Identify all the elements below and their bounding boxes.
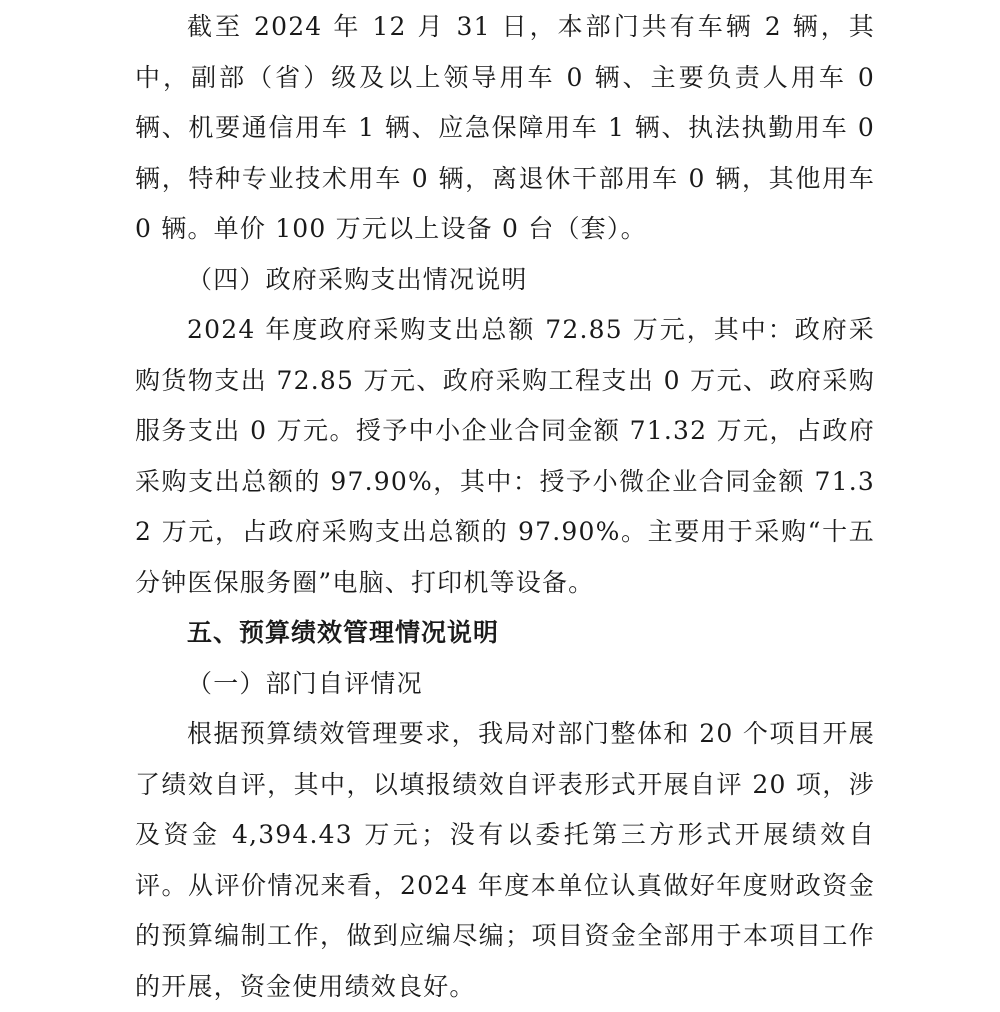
self-evaluation-heading: （一）部门自评情况 <box>187 668 423 698</box>
document-page <box>135 2 875 1012</box>
self-evaluation-paragraph: 根据预算绩效管理要求，我局对部门整体和 20 个项目开展了绩效自评，其中，以填报绩效自评表形式开展自评 20 项，涉及资金 4,394.43 万元；没有以委托第三方形式开展绩效自评。从评价情况来看，2024 年度本单位认真做好年度财政资金的预算编制工作，做到应编尽编；项目资金全部用于本项目工作的开展，资金使用绩效良好。 <box>135 719 875 1001</box>
procurement-heading: （四）政府采购支出情况说明 <box>187 264 528 294</box>
vehicles-paragraph: 截至 2024 年 12 月 31 日，本部门共有车辆 2 辆，其中，副部（省）级及以上领导用车 0 辆、主要负责人用车 0 辆、机要通信用车 1 辆、应急保障用车 1 辆、执法执勤用车 0 辆，特种专业技术用车 0 辆，离退休干部用车 0 辆，其他用车 0 辆。单价 100 万元以上设备 0 台（套）。 <box>135 12 875 243</box>
procurement-paragraph: 2024 年度政府采购支出总额 72.85 万元，其中：政府采购货物支出 72.85 万元、政府采购工程支出 0 万元、政府采购服务支出 0 万元。授予中小企业合同金额 71.32 万元，占政府采购支出总额的 97.90%，其中：授予小微企业合同金额 71.32 万元，占政府采购支出总额的 97.90%。主要用于采购“十五分钟医保服务圈”电脑、打印机等设备。 <box>135 315 875 597</box>
performance-section-heading: 五、预算绩效管理情况说明 <box>187 618 500 647</box>
